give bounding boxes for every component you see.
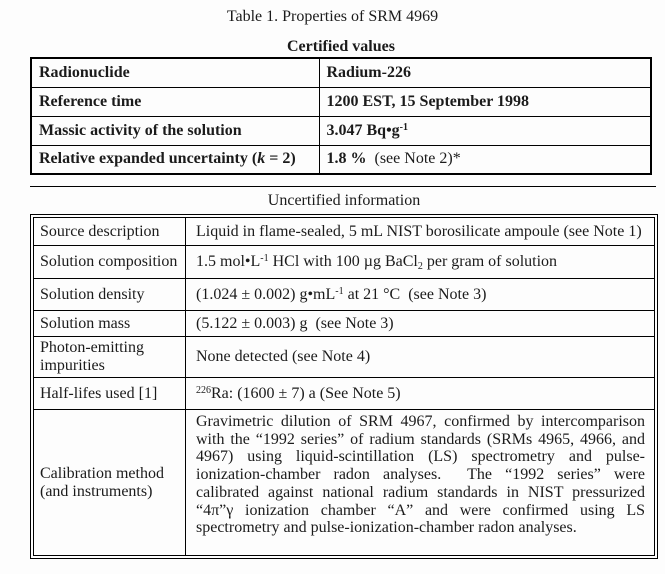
row-label: Photon-emitting impurities (34, 337, 186, 378)
uncertified-row-half-lifes (34, 378, 655, 410)
row-value: Liquid in flame-sealed, 5 mL NIST borosilicate ampoule (see Note 1) (186, 218, 655, 246)
row-label: Reference time (31, 87, 319, 116)
row-label: Source description (34, 218, 186, 246)
row-value: 3.047 $Bq•g^{-1}$ (319, 116, 651, 145)
row-label: Relative expanded uncertainty (k = 2) (31, 145, 319, 174)
row-value: (1.024 ± 0.002) $g•mL^{-1}$ at 21 °C (see Note 3) (186, 279, 655, 311)
uncertified-row-solution-mass (34, 311, 655, 337)
certified-row-massic-activity (31, 116, 651, 145)
row-value: (5.122 ± 0.003) g (see Note 3) (186, 311, 655, 337)
certified-row-reference-time (31, 87, 651, 116)
certified-table-underline (30, 186, 656, 187)
row-label: Solution density (34, 279, 186, 311)
certified-row-radionuclide (31, 58, 651, 87)
table-caption: Table 1. Properties of SRM 4969 (226, 8, 439, 25)
uncertified-row-source-description (34, 218, 655, 246)
row-value: None detected (see Note 4) (186, 337, 655, 378)
row-label: Solution mass (34, 311, 186, 337)
uncertified-row-solution-density (34, 279, 655, 311)
row-value: Radium-226 (319, 58, 651, 87)
row-value: $^{226}$Ra: (1600 ± 7) a (See Note 5) (186, 378, 655, 410)
certified-values-table (30, 57, 652, 175)
row-label: Calibration method (and instruments) (34, 410, 186, 556)
row-label: Solution composition (34, 246, 186, 279)
row-value: 1.5 $mol•L^{-1}$ HCl with 100 µg BaCl$_2$ per gram of solution (186, 246, 655, 279)
row-value: 1.8 % (see Note 2)* (319, 145, 651, 174)
row-value: 1200 EST, 15 September 1998 (319, 87, 651, 116)
uncertified-table-outer-border (30, 214, 658, 559)
uncertified-information-heading: Uncertified information (267, 192, 421, 209)
row-label: Half-lifes used [1] (34, 378, 186, 410)
uncertified-row-calibration-method (34, 410, 655, 556)
uncertified-information-table (33, 217, 655, 556)
uncertified-row-photon-impurities (34, 337, 655, 378)
certified-values-heading: Certified values (287, 38, 395, 55)
row-value: Gravimetric dilution of SRM 4967, confirmed by intercomparison with the “1992 series” of radium standards (SRMs 4965, 4966, and 4967) using liquid-scintillation (LS) spectrometry and pulse-ionization-chamber radon analyses. The “1992 series” were calibrated against national radium standards in NIST pressurized “4π”γ ionization chamber “A” and were confirmed using LS spectrometry and pulse-ionization-chamber radon analyses. (186, 410, 655, 556)
row-label: Radionuclide (31, 58, 319, 87)
certified-row-uncertainty (31, 145, 651, 174)
uncertified-row-solution-composition (34, 246, 655, 279)
row-label: Massic activity of the solution (31, 116, 319, 145)
